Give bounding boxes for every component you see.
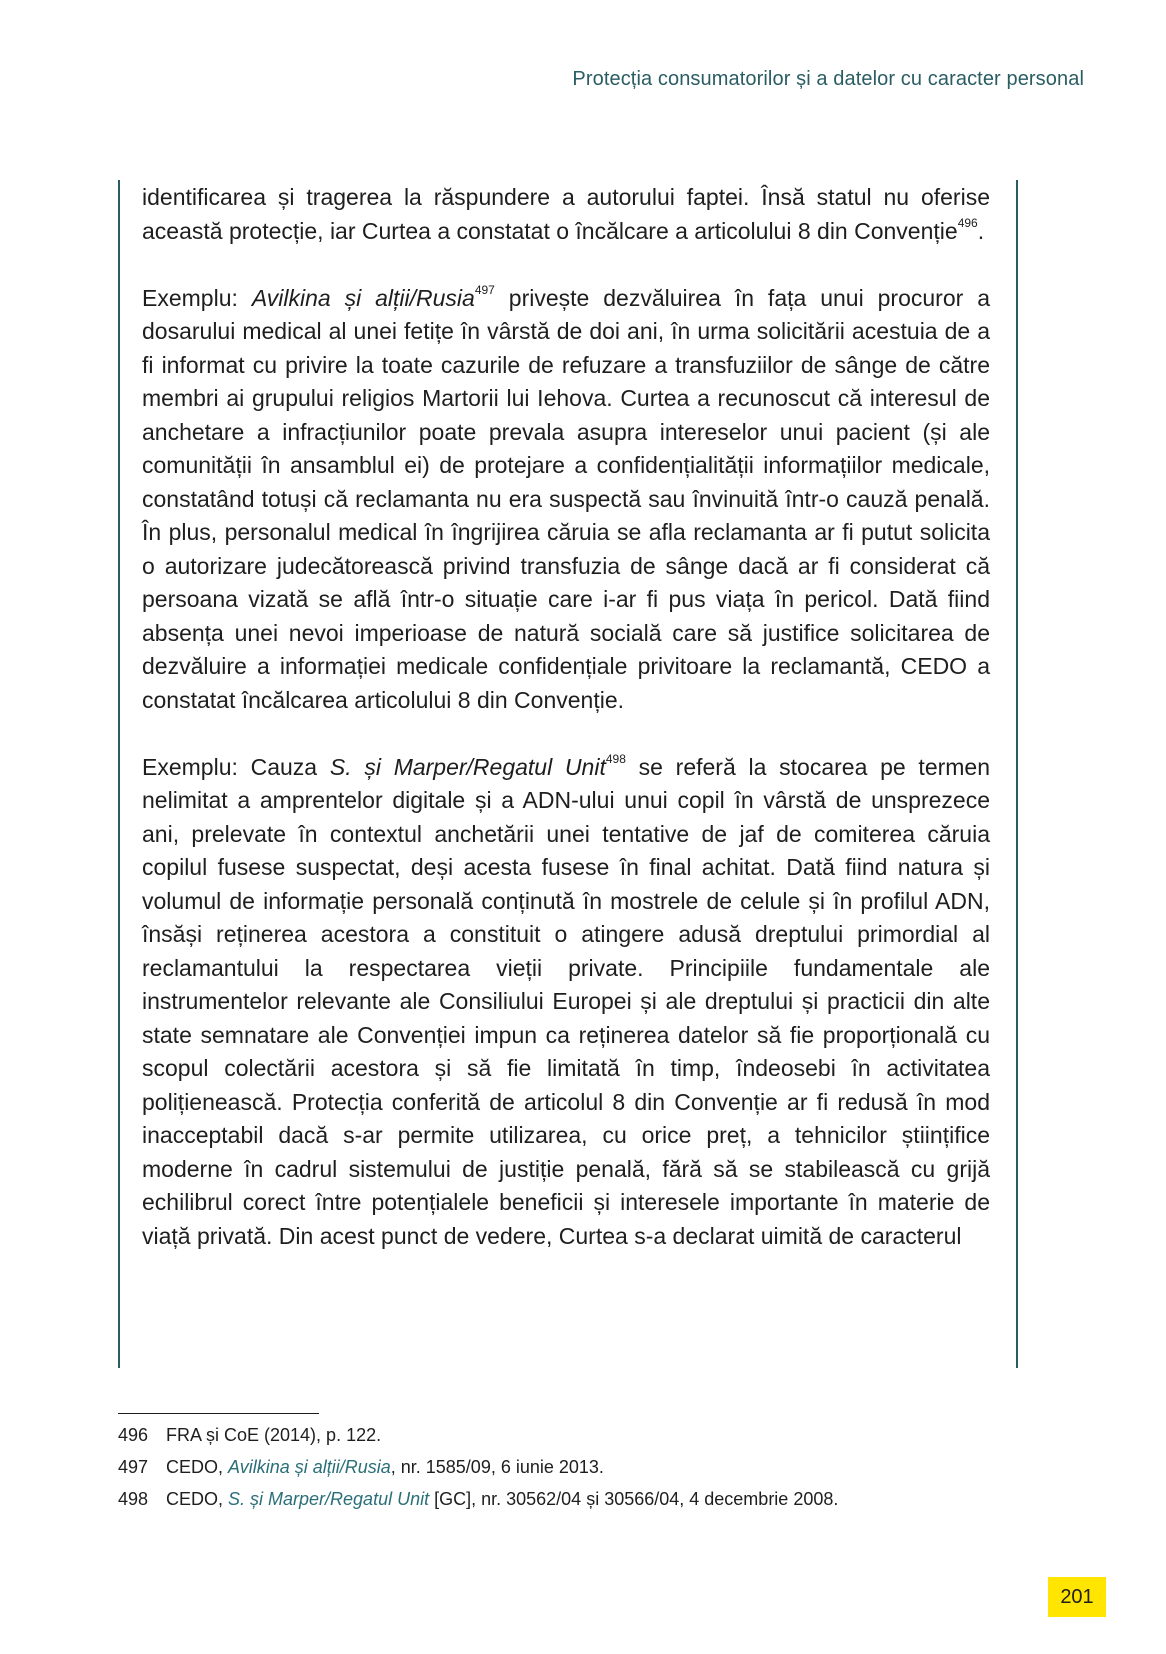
footnote-496 (118, 1419, 1018, 1451)
page-number-badge: 201 (1048, 1577, 1106, 1617)
footnotes (118, 1419, 1018, 1515)
footnote-text: CEDO, (166, 1489, 229, 1509)
example-avilkina (142, 282, 990, 718)
case-text-block (142, 181, 990, 1253)
footnote-498 (118, 1483, 1018, 1515)
footnote-separator (118, 1413, 319, 1414)
footnote-number: 498 (118, 1489, 149, 1509)
example-lead: Exemplu: (142, 284, 252, 311)
footnote-number: 497 (118, 1457, 149, 1477)
example-text: se referă la stocarea pe termen nelimitat a amprentelor digitale și a ADN-ului unui copil în vârstă de unsprezece ani, prelevate în contextul anchetării unei tentative de jaf de comiterea căruia copilul fusese suspectat, deși acesta fusese în final achitat. Dată fiind natura și volumul de informație personală conținută în mostrele de celule și în profilul ADN, însăși reținerea acestora a constituit o atingere adusă dreptului primordial al reclamantului la respectarea vieții private. Principiile fundamentale ale instrumentelor relevante ale Consiliului Europei și ale dreptului și practicii din alte state semnatare ale Convenției impun ca reținerea datelor să fie proporțională cu scopul colectării acestora și să fie limitată în timp, îndeosebi în activitatea polițienească. Protecția conferită de articolul 8 din Convenție ar fi redusă în mod inacceptabil dacă s-ar permite utilizarea, cu orice preț, a tehnicilor științifice moderne în cadrul sistemului de justiție penală, fără să se stabilească cu grijă echilibrul corect între potențialele beneficii și interesele importante în materie de viață privată. Din acest punct de vedere, Curtea s-a declarat uimită de caracterul (142, 753, 991, 1249)
footnote-text: CEDO, (166, 1457, 229, 1477)
example-text: privește dezvăluirea în fața unui procuror a dosarului medical al unei fetițe în vârstă de doi ani, în urma solicitării acestuia de a fi informat cu privire la toate cazurile de refuzare a transfuziilor de sânge de către membri ai grupului religios Martorii lui Iehova. Curtea a recunoscut că interesul de anchetare a infracțiunilor poate prevala asupra intereselor unui pacient (și ale comunității în ansamblul ei) de protejare a confidențialității informațiilor medicale, constatând totuși că reclamanta nu era suspectă sau învinuită într-o cauză penală. În plus, personalul medical în îngrijirea căruia se afla reclamanta ar fi putut solicita o autorizare judecătorească privind transfuzia de sânge dacă ar fi considerat că persoana vizată se află într-o situație care i-ar fi pus viața în pericol. Dată fiind absența unei nevoi imperioase de natură socială care să justifice solicitarea de dezvăluire a informației medicale confidențiale privitoare la reclamantă, CEDO a constatat încălcarea articolului 8 din Convenție. (142, 284, 991, 713)
case-name: S. și Marper/Regatul Unit (329, 753, 606, 780)
footnote-text-end: [GC], nr. 30562/04 și 30566/04, 4 decembrie 2008. (429, 1489, 839, 1509)
footnote-ref-496[interactable]: 496 (957, 215, 978, 230)
footnote-497 (118, 1451, 1018, 1483)
footnote-text: FRA și CoE (2014), p. 122. (166, 1425, 382, 1445)
case-name: Avilkina și alții/Rusia (251, 284, 475, 311)
paragraph-end: . (977, 217, 985, 244)
footnote-text-end: , nr. 1585/09, 6 iunie 2013. (390, 1457, 604, 1477)
footnote-ref-498[interactable]: 498 (605, 751, 626, 766)
running-header: Protecția consumatorilor și a datelor cu caracter personal (572, 68, 1084, 90)
case-link-avilkina[interactable]: Avilkina și alții/Rusia (228, 1457, 391, 1477)
paragraph-continuation (142, 181, 990, 248)
paragraph-text: identificarea și tragerea la răspundere a autorului faptei. Însă statul nu oferise această protecție, iar Curtea a constatat o încălcare a articolului 8 din Convenție (142, 184, 990, 244)
footnote-number: 496 (118, 1425, 149, 1445)
example-marper (142, 751, 990, 1254)
footnote-ref-497[interactable]: 497 (474, 282, 495, 297)
example-lead: Exemplu: Cauza (142, 753, 330, 780)
case-link-marper[interactable]: S. și Marper/Regatul Unit (228, 1489, 430, 1509)
